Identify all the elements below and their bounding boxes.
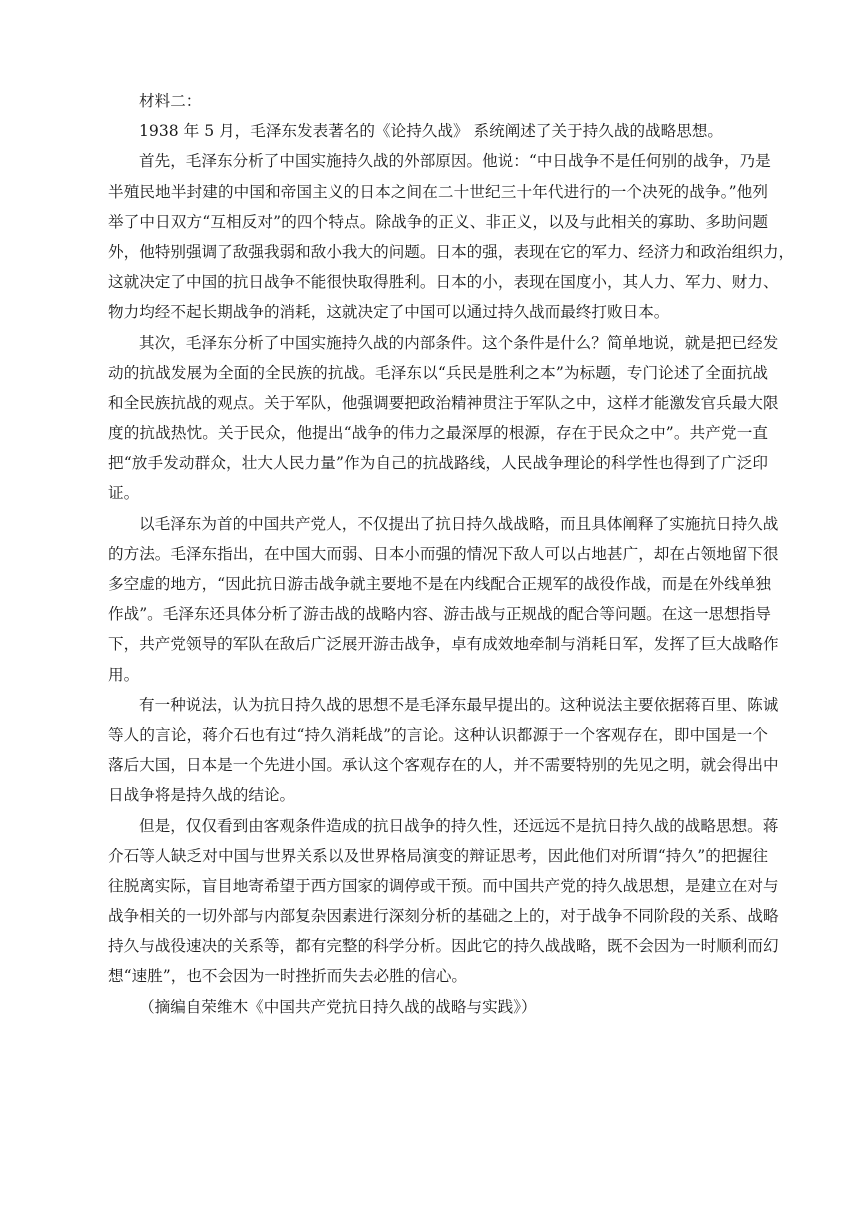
paragraph-line: 半殖民地半封建的中国和帝国主义的日本之间在二十世纪三十年代进行的一个决死的战争。”他列 — [108, 182, 768, 201]
paragraph-line: 1938 年 5 月，毛泽东发表著名的《论持久战》 系统阐述了关于持久战的战略思想。 — [139, 122, 724, 141]
paragraph-line: 想“速胜”，也不会因为一时挫折而失去必胜的信心。 — [108, 967, 468, 986]
paragraph-4 — [108, 509, 779, 690]
paragraph-1 — [108, 116, 768, 146]
paragraph-line: 落后大国，日本是一个先进小国。承认这个客观存在的人，并不需要特别的先见之明，就会得出中 — [108, 756, 779, 775]
paragraph-line: 下，共产党领导的军队在敌后广泛展开游击战争，卓有成效地牵制与消耗日军，发挥了巨大战略作 — [108, 635, 779, 654]
paragraph-3 — [108, 328, 779, 509]
paragraph-line: 持久与战役速决的关系等，都有完整的科学分析。因此它的持久战战略，既不会因为一时顺利而幻 — [108, 937, 779, 956]
paragraph-6 — [108, 811, 779, 992]
paragraph-line: 物力均经不起长期战争的消耗，这就决定了中国可以通过持久战而最终打败日本。 — [108, 303, 670, 322]
paragraph-line: 但是，仅仅看到由客观条件造成的抗日战争的持久性，还远远不是抗日持久战的战略思想。蒋 — [139, 816, 779, 835]
paragraph-line: 往脱离实际，盲目地寄希望于西方国家的调停或干预。而中国共产党的持久战思想，是建立在对与 — [108, 876, 779, 895]
paragraph-line: 和全民族抗战的观点。关于军队，他强调要把政治精神贯注于军队之中，这样才能激发官兵最大限 — [108, 393, 779, 412]
paragraph-5 — [108, 690, 779, 811]
paragraph-line: 举了中日双方“互相反对”的四个特点。除战争的正义、非正义，以及与此相关的寡助、多助问题 — [108, 212, 768, 231]
paragraph-2 — [108, 146, 795, 327]
paragraph-line: 等人的言论，蒋介石也有过“持久消耗战”的言论。这种认识都源于一个客观存在，即中国是一个 — [108, 725, 768, 744]
paragraph-line: 以毛泽东为首的中国共产党人，不仅提出了抗日持久战战略，而且具体阐释了实施抗日持久战 — [139, 514, 779, 533]
paragraph-line: 外，他特别强调了敌强我弱和敌小我大的问题。日本的强，表现在它的军力、经济力和政治组织力， — [108, 242, 795, 261]
paragraph-line: 首先，毛泽东分析了中国实施持久战的外部原因。他说：“中日战争不是任何别的战争，乃是 — [139, 152, 771, 171]
paragraph-line: 介石等人缺乏对中国与世界关系以及世界格局演变的辩证思考，因此他们对所谓“持久”的把握往 — [108, 846, 768, 865]
paragraph-line: 战争相关的一切外部与内部复杂因素进行深刻分析的基础之上的，对于战争不同阶段的关系、战略 — [108, 907, 779, 926]
document-page — [108, 86, 795, 1022]
source-citation: （摘编自荣维木《中国共产党抗日持久战的战略与实践》） — [139, 997, 537, 1016]
paragraph-line: 其次，毛泽东分析了中国实施持久战的内部条件。这个条件是什么？简单地说，就是把已经发 — [139, 333, 779, 352]
paragraph-line: 把“放手发动群众，壮大人民力量”作为自己的抗战路线，人民战争理论的科学性也得到了广泛印 — [108, 454, 768, 473]
paragraph-line: 的方法。毛泽东指出，在中国大而弱、日本小而强的情况下敌人可以占地甚广，却在占领地留下很 — [108, 544, 779, 563]
paragraph-line: 用。 — [108, 665, 140, 684]
paragraph-line: 动的抗战发展为全面的全民族的抗战。毛泽东以“兵民是胜利之本”为标题，专门论述了全面抗战 — [108, 363, 768, 382]
paragraph-line: 这就决定了中国的抗日战争不能很快取得胜利。日本的小，表现在国度小，其人力、军力、财力、 — [108, 273, 779, 292]
paragraph-line: 日战争将是持久战的结论。 — [108, 786, 296, 805]
paragraph-line: 有一种说法，认为抗日持久战的思想不是毛泽东最早提出的。这种说法主要依据蒋百里、陈诚 — [139, 695, 779, 714]
paragraph-line: 证。 — [108, 484, 140, 503]
paragraph-line: 多空虚的地方，“因此抗日游击战争就主要地不是在内线配合正规军的战役作战，而是在外线单独 — [108, 575, 771, 593]
paragraph-line: 作战”。毛泽东还具体分析了游击战的战略内容、游击战与正规战的配合等问题。在这一思想指导 — [108, 605, 771, 624]
material-heading: 材料二： — [139, 92, 202, 110]
paragraph-line: 度的抗战热忱。关于民众，他提出“战争的伟力之最深厚的根源，存在于民众之中”。共产党一直 — [108, 424, 768, 443]
